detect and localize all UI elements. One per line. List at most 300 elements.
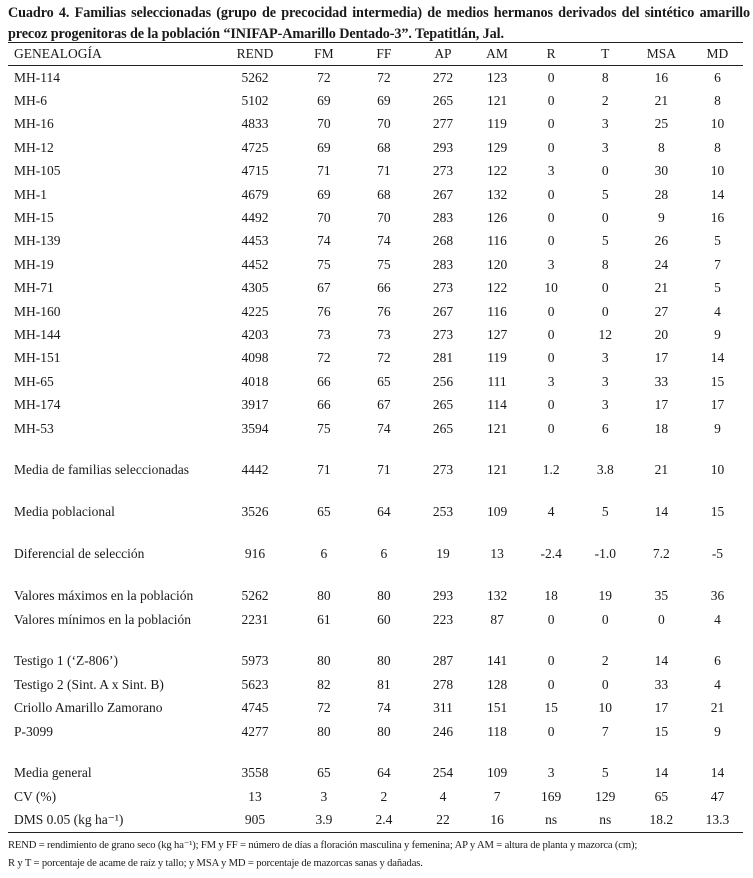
column-header: FM: [314, 46, 334, 61]
row-label: MH-12: [14, 139, 54, 155]
table-row: [8, 370, 743, 393]
row-label: MH-160: [14, 303, 61, 319]
table-cell: 76: [377, 303, 391, 319]
row-label: Media general: [14, 765, 92, 781]
table-cell: 66: [317, 373, 331, 389]
table-cell: 0: [601, 163, 609, 179]
table-cell: 3: [547, 163, 555, 179]
table-cell: 2.4: [375, 812, 393, 828]
table-cell: 2: [380, 788, 388, 804]
row-label: MH-114: [14, 69, 60, 85]
table-cell: 4745: [241, 700, 269, 716]
row-label: MH-144: [14, 326, 61, 342]
row-label: Testigo 1 (‘Z-806’): [14, 653, 119, 669]
table-cell: 121: [486, 93, 508, 109]
table-cell: 28: [654, 186, 669, 202]
table-cell: 15: [654, 723, 669, 739]
table-cell: 3: [601, 350, 609, 366]
table-cell: 71: [317, 462, 331, 478]
table-cell: 64: [377, 504, 391, 520]
table-row: [8, 650, 743, 673]
row-label: Media poblacional: [14, 504, 115, 520]
table-cell: 16: [710, 210, 725, 226]
row-group: [8, 501, 743, 524]
table-cell: 283: [432, 256, 454, 272]
table-cell: 69: [377, 93, 391, 109]
table-cell: 8: [601, 256, 609, 272]
table-cell: 27: [654, 303, 669, 319]
table-cell: 905: [244, 812, 266, 828]
table-cell: 3: [601, 397, 609, 413]
column-header: MD: [706, 46, 729, 61]
table-cell: 0: [601, 611, 609, 627]
table-cell: 75: [317, 420, 331, 436]
table-cell: 80: [377, 723, 391, 739]
table-cell: 4: [547, 504, 555, 520]
row-label: Diferencial de selección: [14, 546, 145, 562]
table-cell: 69: [317, 139, 331, 155]
table-row: [8, 785, 743, 808]
table-cell: 273: [432, 462, 454, 478]
table-cell: 121: [486, 462, 508, 478]
table-cell: 10: [710, 462, 725, 478]
table-cell: 116: [487, 233, 507, 249]
table-cell: 278: [432, 676, 454, 692]
table-cell: 71: [377, 462, 391, 478]
table-cell: 3: [320, 788, 328, 804]
table-cell: 19: [598, 588, 613, 604]
table-cell: 3.9: [315, 812, 333, 828]
table-cell: 5: [601, 186, 609, 202]
table-cell: 21: [654, 93, 669, 109]
table-row: [8, 347, 743, 370]
table-cell: 273: [432, 163, 454, 179]
table-cell: 12: [598, 326, 613, 342]
table-cell: 7: [493, 788, 501, 804]
table-cell: 4442: [241, 462, 269, 478]
row-label: Valores máximos en la población: [14, 588, 194, 604]
table-cell: 15: [710, 373, 725, 389]
table-cell: 283: [432, 210, 454, 226]
table-cell: 21: [710, 700, 725, 716]
table-row: [8, 113, 743, 136]
table-cell: 14: [710, 186, 725, 202]
table-cell: 0: [547, 233, 555, 249]
table-cell: 36: [710, 588, 725, 604]
table-cell: 169: [541, 788, 562, 804]
table-cell: 246: [432, 723, 454, 739]
table-cell: 4452: [241, 256, 269, 272]
table-cell: -5: [711, 546, 724, 562]
table-cell: 10: [710, 163, 725, 179]
table-row: [8, 720, 743, 743]
table-cell: 5: [714, 233, 721, 249]
table-cell: 10: [598, 700, 613, 716]
table-cell: 253: [432, 504, 454, 520]
row-group: [8, 650, 743, 744]
table-cell: 66: [317, 397, 331, 413]
table-cell: 14: [654, 504, 669, 520]
table-cell: 9: [657, 210, 665, 226]
table-cell: 80: [377, 588, 391, 604]
row-label: Criollo Amarillo Zamorano: [14, 700, 163, 716]
table-cell: 272: [432, 69, 454, 85]
table-cell: 111: [487, 373, 507, 389]
table-cell: 21: [654, 280, 669, 296]
table-cell: 132: [486, 186, 508, 202]
row-label: MH-53: [14, 420, 54, 436]
table-cell: 5623: [241, 676, 269, 692]
table-cell: 3558: [241, 765, 269, 781]
table-cell: 0: [547, 676, 555, 692]
table-cell: 8: [714, 93, 721, 109]
table-cell: 72: [377, 350, 391, 366]
table-row: [8, 136, 743, 159]
table-cell: 128: [486, 676, 508, 692]
table-cell: 9: [714, 420, 721, 436]
table-cell: 13: [248, 788, 262, 804]
row-label: MH-6: [14, 93, 47, 109]
table-row: [8, 459, 743, 482]
table-cell: 18: [654, 420, 669, 436]
table-cell: 80: [317, 588, 331, 604]
row-label: MH-105: [14, 163, 61, 179]
table-cell: 3.8: [596, 462, 614, 478]
table-row: [8, 543, 743, 566]
table-cell: 5102: [241, 93, 269, 109]
row-label: MH-174: [14, 397, 61, 413]
table-cell: 116: [487, 303, 507, 319]
table-header-row: [8, 43, 743, 66]
table-cell: 5: [601, 765, 609, 781]
table-cell: 8: [714, 139, 721, 155]
table-cell: 123: [486, 69, 508, 85]
table-cell: 4: [714, 676, 721, 692]
table-cell: 120: [486, 256, 508, 272]
table-cell: 2: [601, 653, 609, 669]
table-cell: 2231: [241, 611, 269, 627]
table-cell: 3594: [241, 420, 269, 436]
row-label: MH-19: [14, 256, 54, 272]
table-cell: 273: [432, 280, 454, 296]
table-cell: 25: [654, 116, 669, 132]
table-cell: 70: [377, 210, 391, 226]
table-cell: 129: [595, 788, 616, 804]
table-cell: 4018: [241, 373, 269, 389]
table-cell: 70: [317, 116, 331, 132]
table-cell: 0: [547, 303, 555, 319]
table-cell: -2.4: [540, 546, 562, 562]
table-cell: 80: [377, 653, 391, 669]
table-cell: 265: [432, 420, 454, 436]
row-label: DMS 0.05 (kg ha⁻¹): [14, 812, 124, 828]
table-cell: 6: [714, 69, 721, 85]
row-label: MH-15: [14, 210, 54, 226]
table-cell: 5262: [241, 69, 269, 85]
table-cell: 61: [317, 611, 331, 627]
table-cell: 9: [714, 723, 721, 739]
table-cell: 4833: [241, 116, 269, 132]
table-cell: 126: [486, 210, 508, 226]
table-cell: 4: [439, 788, 447, 804]
table-cell: 0: [601, 676, 609, 692]
table-row: [8, 584, 743, 607]
table-cell: 109: [486, 765, 508, 781]
table-cell: ns: [599, 812, 612, 828]
footnote-line: R y T = porcentaje de acame de raíz y tallo; y MSA y MD = porcentaje de mazorcas sanas y dañadas.: [8, 858, 423, 869]
table-cell: 71: [377, 163, 391, 179]
table-cell: 4: [714, 303, 721, 319]
table-cell: 293: [432, 588, 454, 604]
table-cell: 47: [710, 788, 725, 804]
table-cell: 6: [714, 653, 721, 669]
row-label: P-3099: [14, 723, 54, 739]
table-cell: 17: [654, 397, 669, 413]
table-cell: 0: [547, 210, 555, 226]
row-label: MH-151: [14, 350, 61, 366]
table-cell: 5: [601, 504, 609, 520]
table-cell: 4098: [241, 350, 269, 366]
column-header: AP: [434, 46, 452, 61]
table-cell: 3: [547, 373, 555, 389]
table-cell: 3: [601, 116, 609, 132]
table-row: [8, 762, 743, 785]
table-cell: 13: [490, 546, 504, 562]
row-group: [8, 66, 743, 440]
data-table: [8, 42, 743, 833]
table-cell: 3526: [241, 504, 269, 520]
table-cell: 60: [377, 611, 391, 627]
table-cell: 16: [490, 812, 504, 828]
table-cell: 293: [432, 139, 454, 155]
table-cell: 267: [432, 186, 454, 202]
row-group: [8, 762, 743, 832]
table-cell: 72: [317, 350, 331, 366]
table-cell: 10: [544, 280, 558, 296]
table-cell: ns: [545, 812, 558, 828]
table-cell: 0: [601, 303, 609, 319]
table-cell: 73: [377, 326, 391, 342]
table-cell: 72: [317, 700, 331, 716]
table-cell: 18: [544, 588, 558, 604]
table-cell: 3: [547, 256, 555, 272]
table-cell: 132: [486, 588, 508, 604]
table-cell: 65: [317, 504, 331, 520]
table-cell: 0: [547, 653, 555, 669]
row-label: MH-16: [14, 116, 54, 132]
table-cell: 265: [432, 397, 454, 413]
table-cell: 281: [432, 350, 454, 366]
table-cell: 0: [547, 350, 555, 366]
table-cell: 17: [654, 350, 669, 366]
table-cell: 87: [490, 611, 504, 627]
table-cell: 4715: [241, 163, 269, 179]
table-cell: 267: [432, 303, 454, 319]
row-group: [8, 543, 743, 566]
table-cell: 17: [654, 700, 669, 716]
table-cell: 18.2: [649, 812, 674, 828]
table-cell: 119: [487, 116, 507, 132]
column-header: GENEALOGÍA: [14, 46, 102, 61]
table-cell: 4725: [241, 139, 269, 155]
table-cell: 119: [487, 350, 507, 366]
table-row: [8, 323, 743, 346]
table-cell: 65: [317, 765, 331, 781]
table-cell: 4679: [241, 186, 269, 202]
table-cell: 70: [377, 116, 391, 132]
table-cell: 223: [432, 611, 454, 627]
table-cell: 6: [380, 546, 388, 562]
table-cell: 3917: [241, 397, 269, 413]
table-cell: 4203: [241, 326, 269, 342]
table-cell: 0: [601, 280, 609, 296]
table-cell: 71: [317, 163, 331, 179]
table-cell: 4: [714, 611, 721, 627]
table-cell: 114: [487, 397, 507, 413]
column-header: FF: [376, 46, 392, 61]
table-cell: 0: [657, 611, 665, 627]
table-cell: 82: [317, 676, 331, 692]
table-cell: 4305: [241, 280, 269, 296]
row-label: Valores mínimos en la población: [14, 611, 191, 627]
table-cell: 5: [601, 233, 609, 249]
table-cell: 0: [547, 611, 555, 627]
table-row: [8, 393, 743, 416]
column-header: MSA: [646, 46, 676, 61]
table-row: [8, 206, 743, 229]
table-cell: 3: [601, 373, 609, 389]
table-cell: 3: [601, 139, 609, 155]
table-cell: 74: [377, 420, 391, 436]
table-cell: 5973: [241, 653, 269, 669]
table-cell: 14: [654, 653, 669, 669]
table-row: [8, 673, 743, 696]
table-cell: 5: [714, 280, 721, 296]
table-cell: 141: [486, 653, 508, 669]
table-cell: 4453: [241, 233, 269, 249]
table-cell: 0: [547, 397, 555, 413]
table-cell: 64: [377, 765, 391, 781]
table-body: [8, 66, 743, 832]
table-row: [8, 230, 743, 253]
table-cell: 277: [432, 116, 454, 132]
row-group: [8, 584, 743, 631]
table-cell: 30: [654, 163, 669, 179]
table-cell: 7: [601, 723, 609, 739]
table-row: [8, 253, 743, 276]
table-cell: 0: [601, 210, 609, 226]
table-cell: 68: [377, 186, 391, 202]
table-cell: 118: [487, 723, 507, 739]
table-cell: 67: [317, 280, 331, 296]
table-cell: 287: [432, 653, 454, 669]
table-row: [8, 66, 743, 89]
table-cell: 17: [710, 397, 725, 413]
column-header: AM: [486, 46, 508, 61]
table-cell: 81: [377, 676, 391, 692]
table-cell: 21: [654, 462, 669, 478]
table-cell: 0: [547, 723, 555, 739]
table-cell: 0: [547, 326, 555, 342]
table-cell: 5262: [241, 588, 269, 604]
table-cell: 69: [317, 186, 331, 202]
row-label: MH-139: [14, 233, 61, 249]
table-cell: 0: [547, 93, 555, 109]
table-cell: 35: [654, 588, 669, 604]
column-header: R: [546, 46, 556, 61]
table-cell: 0: [547, 139, 555, 155]
table-cell: 33: [654, 373, 669, 389]
table-row: [8, 89, 743, 112]
table-cell: 75: [377, 256, 391, 272]
table-cell: 127: [486, 326, 508, 342]
table-cell: 22: [436, 812, 450, 828]
table-cell: 7.2: [652, 546, 670, 562]
row-label: Media de familias seleccionadas: [14, 462, 190, 478]
table-footnote: [8, 837, 753, 873]
column-header: T: [601, 46, 610, 61]
table-cell: 122: [486, 280, 508, 296]
table-cell: 66: [377, 280, 391, 296]
table-cell: 80: [317, 723, 331, 739]
table-cell: 273: [432, 326, 454, 342]
table-cell: 70: [317, 210, 331, 226]
table-cell: 8: [601, 69, 609, 85]
table-cell: 0: [547, 116, 555, 132]
table-cell: 151: [486, 700, 508, 716]
table-cell: 73: [317, 326, 331, 342]
table-row: [8, 501, 743, 524]
table-row: [8, 696, 743, 719]
table-cell: 15: [544, 700, 558, 716]
table-cell: 24: [654, 256, 669, 272]
table-cell: 4225: [241, 303, 269, 319]
table-cell: 7: [714, 256, 721, 272]
table-cell: 13.3: [705, 812, 730, 828]
table-cell: 68: [377, 139, 391, 155]
table-row: [8, 183, 743, 206]
table-cell: 19: [436, 546, 450, 562]
table-cell: 256: [432, 373, 454, 389]
table-cell: 74: [317, 233, 331, 249]
table-cell: 65: [654, 788, 669, 804]
table-cell: 109: [486, 504, 508, 520]
table-cell: 16: [654, 69, 669, 85]
table-row: [8, 277, 743, 300]
table-cell: 69: [317, 93, 331, 109]
table-cell: 72: [377, 69, 391, 85]
table-cell: 4277: [241, 723, 269, 739]
table-row: [8, 809, 743, 832]
table-row: [8, 608, 743, 631]
table-cell: -1.0: [594, 546, 616, 562]
table-cell: 0: [547, 186, 555, 202]
table-cell: 0: [547, 420, 555, 436]
row-label: MH-65: [14, 373, 54, 389]
table-cell: 76: [317, 303, 331, 319]
table-cell: 3: [547, 765, 555, 781]
table-cell: 122: [486, 163, 508, 179]
table-cell: 916: [244, 546, 266, 562]
table-cell: 2: [601, 93, 609, 109]
table-cell: 33: [654, 676, 669, 692]
table-cell: 1.2: [542, 462, 560, 478]
table-cell: 121: [486, 420, 508, 436]
row-group: [8, 459, 743, 482]
table-cell: 265: [432, 93, 454, 109]
table-cell: 9: [714, 326, 721, 342]
footnote-line: REND = rendimiento de grano seco (kg ha⁻¹); FM y FF = número de días a floración masculina y femenina; AP y AM = altura de planta y mazorca (cm);: [8, 840, 638, 851]
